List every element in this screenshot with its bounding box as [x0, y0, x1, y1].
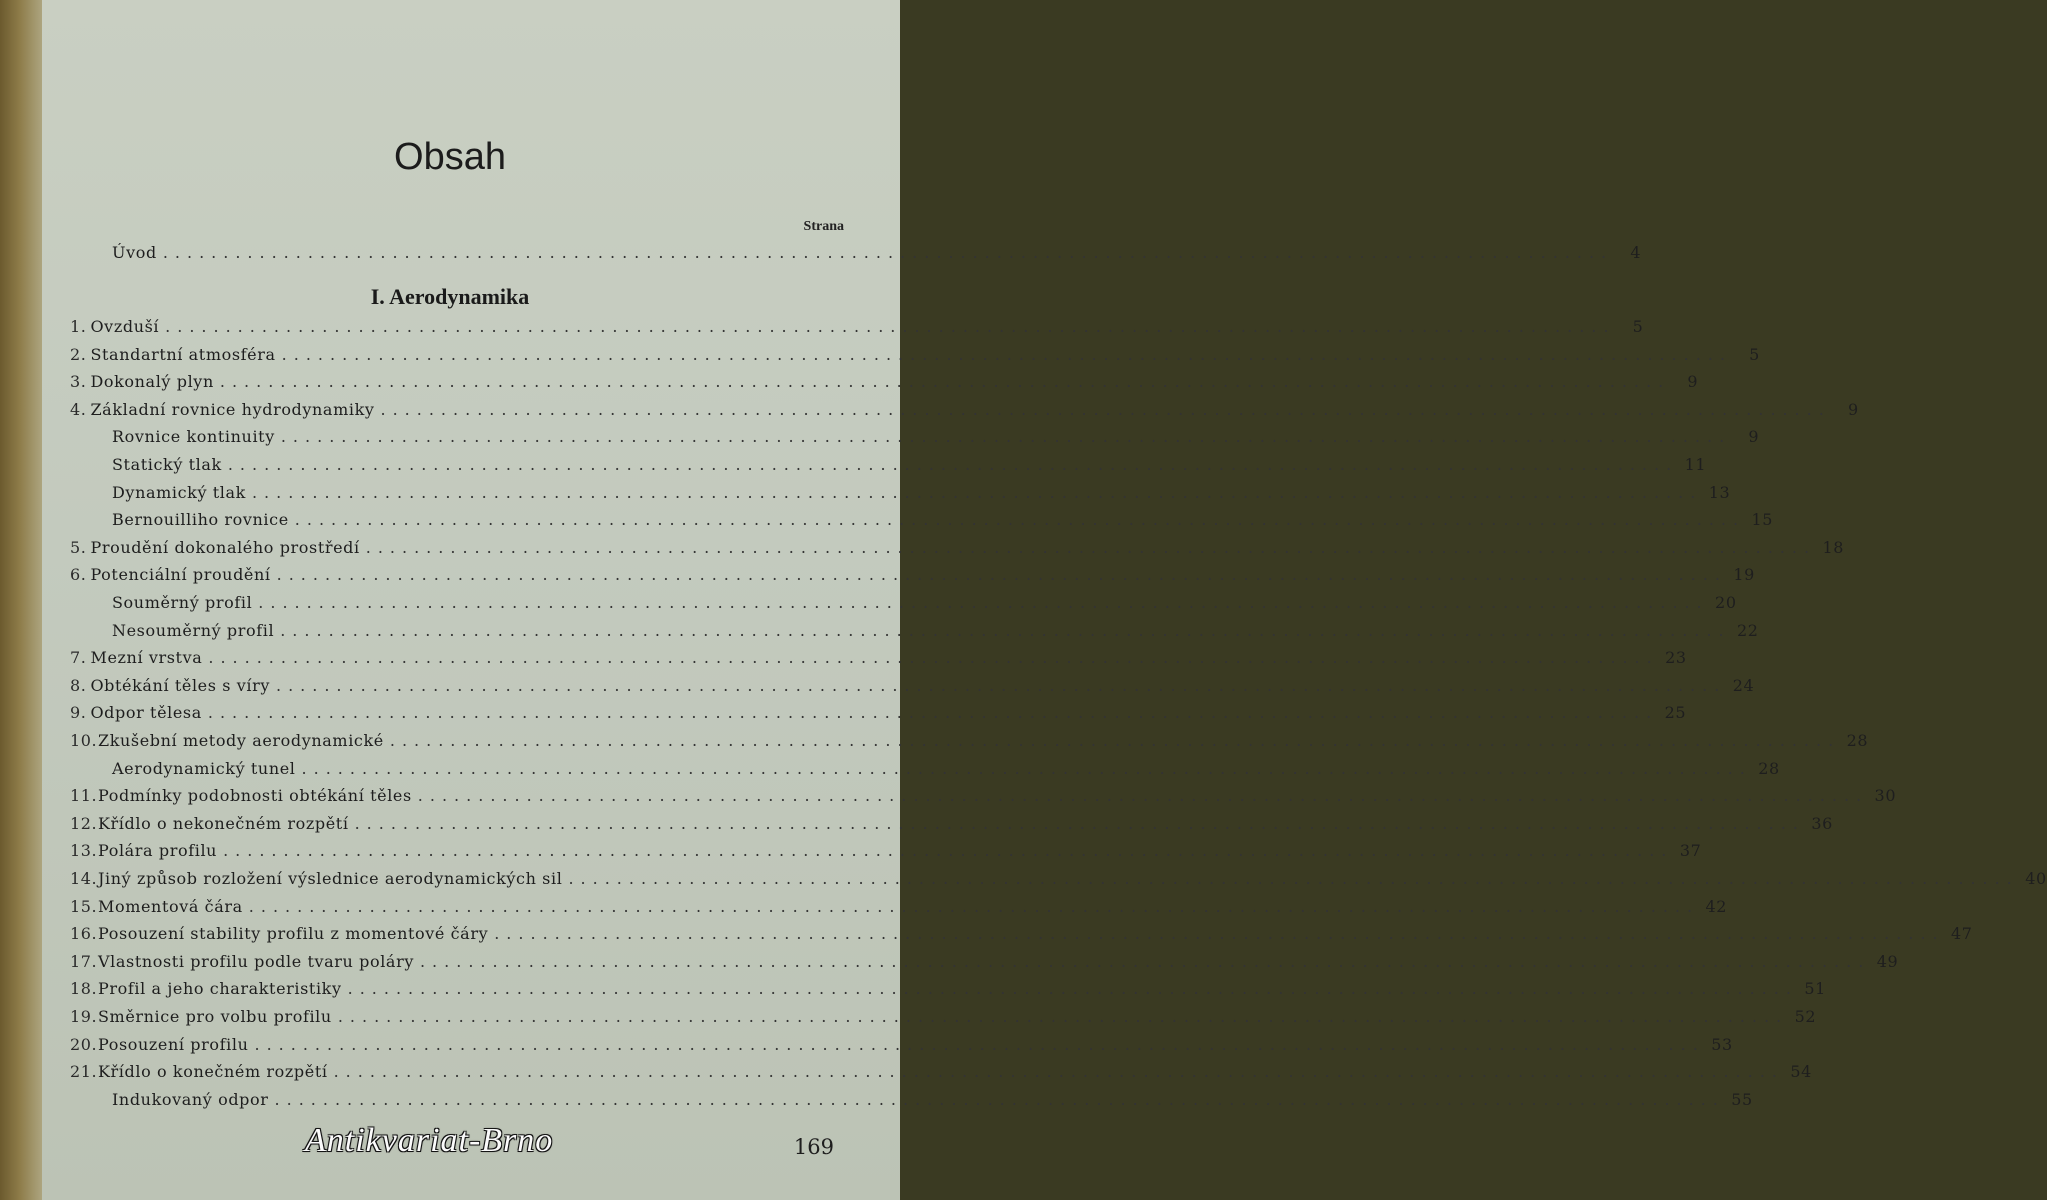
toc-page-number: 19 — [1733, 565, 1755, 584]
toc-leader-dots: ........................................................................................................................ — [208, 648, 1659, 667]
toc-row — [70, 676, 1755, 702]
toc-page-number: 28 — [1758, 759, 1780, 778]
toc-leader-dots: ........................................................................................................................ — [333, 1062, 1784, 1081]
toc-label: Profil a jeho charakteristiky — [98, 979, 342, 998]
toc-row-intro — [112, 243, 1642, 269]
toc-row — [70, 979, 1826, 1005]
toc-page-number: 42 — [1705, 897, 1728, 916]
toc-page-number: 4 — [1630, 243, 1642, 262]
toc-leader-dots: ........................................................................................................................ — [294, 510, 1746, 529]
toc-page-number: 5 — [1749, 345, 1760, 364]
toc-label: Zkušební metody aerodynamické — [98, 731, 384, 750]
toc-row — [70, 538, 1845, 564]
toc-entry-number: 13. — [70, 841, 98, 860]
toc-entry-number: 21. — [70, 1062, 98, 1081]
toc-row — [112, 621, 1759, 647]
toc-page-number: 40 — [2025, 869, 2047, 888]
watermark: Antikvariat-Brno — [305, 1122, 554, 1159]
toc-label: Posouzení profilu — [98, 1035, 249, 1054]
toc-label: Dynamický tlak — [112, 483, 246, 502]
toc-row — [70, 345, 1760, 371]
toc-leader-dots: ........................................................................................................................ — [417, 786, 1869, 805]
toc-page-number: 25 — [1664, 703, 1687, 722]
book-spine-edge — [0, 0, 48, 1200]
toc-row — [70, 924, 1973, 950]
toc-row — [112, 593, 1737, 619]
toc-page-number: 5 — [1632, 317, 1644, 336]
toc-entry-number: 20. — [70, 1035, 98, 1054]
toc-page-number: 9 — [1687, 372, 1699, 391]
toc-page-number: 51 — [1804, 979, 1826, 998]
toc-page-number: 18 — [1822, 538, 1845, 557]
toc-entry-number: 14. — [70, 869, 98, 888]
toc-leader-dots: ........................................................................................................................ — [419, 952, 1871, 971]
toc-page-number: 15 — [1751, 510, 1774, 529]
toc-leader-dots: ........................................................................................................................ — [389, 731, 1841, 750]
toc-entry-number: 6. — [70, 565, 87, 584]
toc-leader-dots: ........................................................................................................................ — [162, 243, 1614, 262]
toc-page-number: 49 — [1876, 952, 1899, 971]
toc-leader-dots: ........................................................................................................................ — [280, 427, 1732, 446]
toc-label: Standartní atmosféra — [90, 345, 276, 364]
toc-leader-dots: ........................................................................................................................ — [347, 979, 1798, 998]
toc-label: Souměrný profil — [112, 593, 253, 612]
toc-leader-dots: ........................................................................................................................ — [568, 869, 2019, 888]
toc-leader-dots: ........................................................................................................................ — [281, 345, 1732, 364]
toc-entry-number: 2. — [70, 345, 87, 364]
toc-label: Momentová čára — [98, 897, 243, 916]
toc-label: Podmínky podobnosti obtékání těles — [98, 786, 412, 805]
toc-row — [70, 897, 1728, 923]
toc-row — [112, 510, 1774, 536]
toc-row — [70, 786, 1897, 812]
toc-leader-dots: ........................................................................................................................ — [254, 1035, 1705, 1054]
toc-entry-number: 19. — [70, 1007, 98, 1026]
toc-entry-number: 17. — [70, 952, 98, 971]
toc-row — [70, 1035, 1733, 1061]
toc-page-number: 11 — [1684, 455, 1707, 474]
toc-row — [70, 565, 1755, 591]
toc-page-number: 28 — [1846, 731, 1869, 750]
toc-label: Nesouměrný profil — [112, 621, 275, 640]
toc-entry-number: 7. — [70, 648, 87, 667]
toc-page-number: 55 — [1731, 1090, 1753, 1109]
toc-page-number: 9 — [1748, 427, 1760, 446]
toc-row — [70, 814, 1833, 840]
toc-label: Jiný způsob rozložení výslednice aerodynamických sil — [98, 869, 563, 888]
toc-label: Rovnice kontinuity — [112, 427, 275, 446]
toc-entry-number: 18. — [70, 979, 98, 998]
toc-entry-number: 9. — [70, 703, 87, 722]
toc-leader-dots: ........................................................................................................................ — [354, 814, 1805, 833]
toc-page-number: 24 — [1732, 676, 1755, 695]
toc-entry-number: 11. — [70, 786, 98, 805]
toc-label: Obtékání těles s víry — [90, 676, 270, 695]
toc-page-number: 30 — [1874, 786, 1897, 805]
toc-page-number: 47 — [1950, 924, 1973, 943]
toc-leader-dots: ........................................................................................................................ — [494, 924, 1945, 943]
toc-leader-dots: ........................................................................................................................ — [207, 703, 1659, 722]
toc-label: Směrnice pro volbu profilu — [98, 1007, 332, 1026]
toc-leader-dots: ........................................................................................................................ — [274, 1090, 1725, 1109]
toc-page-number: 20 — [1715, 593, 1737, 612]
toc-row — [70, 648, 1687, 674]
toc-leader-dots: ........................................................................................................................ — [380, 400, 1831, 419]
toc-page-number: 53 — [1711, 1035, 1733, 1054]
section-heading: I. Aerodynamika — [370, 284, 530, 309]
toc-page-number: 23 — [1665, 648, 1687, 667]
toc-entry-number: 16. — [70, 924, 98, 943]
toc-label: Potenciální proudění — [90, 565, 271, 584]
toc-row — [112, 1090, 1753, 1116]
toc-label: Úvod — [112, 243, 157, 262]
toc-entry-number: 1. — [70, 317, 87, 336]
toc-label: Dokonalý plyn — [90, 372, 214, 391]
toc-entry-number: 10. — [70, 731, 98, 750]
toc-leader-dots: ........................................................................................................................ — [223, 841, 1674, 860]
toc-label: Bernouilliho rovnice — [112, 510, 289, 529]
toc-label: Polára profilu — [98, 841, 218, 860]
toc-leader-dots: ........................................................................................................................ — [258, 593, 1709, 612]
toc-label: Statický tlak — [112, 455, 222, 474]
toc-page-number: 13 — [1708, 483, 1731, 502]
toc-row — [70, 703, 1687, 729]
toc-row — [70, 731, 1869, 757]
toc-label: Mezní vrstva — [90, 648, 203, 667]
toc-leader-dots: ........................................................................................................................ — [248, 897, 1700, 916]
toc-leader-dots: ........................................................................................................................ — [301, 759, 1752, 778]
toc-row — [70, 372, 1699, 398]
toc-label: Základní rovnice hydrodynamiky — [90, 400, 375, 419]
toc-label: Křídlo o konečném rozpětí — [98, 1062, 328, 1081]
toc-entry-number: 15. — [70, 897, 98, 916]
toc-row — [70, 400, 1859, 426]
toc-page-number: 37 — [1679, 841, 1702, 860]
toc-row — [70, 1007, 1817, 1033]
toc-leader-dots: ........................................................................................................................ — [276, 676, 1727, 695]
toc-page-number: 22 — [1736, 621, 1759, 640]
toc-entry-number: 3. — [70, 372, 87, 391]
toc-page-number: 36 — [1811, 814, 1833, 833]
toc-label: Indukovaný odpor — [112, 1090, 269, 1109]
toc-entry-number: 8. — [70, 676, 87, 695]
toc-row — [112, 483, 1731, 509]
toc-row — [70, 952, 1899, 978]
toc-leader-dots: ........................................................................................................................ — [227, 455, 1679, 474]
toc-row — [112, 427, 1760, 453]
toc-leader-dots: ........................................................................................................................ — [219, 372, 1671, 391]
toc-entry-number: 5. — [70, 538, 87, 557]
toc-row — [70, 1062, 1812, 1088]
toc-page-number: 52 — [1794, 1007, 1817, 1026]
toc-label: Proudění dokonalého prostředí — [90, 538, 360, 557]
page-column-label: Strana — [803, 219, 844, 234]
toc-entry-number: 4. — [70, 400, 87, 419]
toc-label: Vlastnosti profilu podle tvaru poláry — [98, 952, 414, 971]
toc-leader-dots: ........................................................................................................................ — [365, 538, 1817, 557]
toc-label: Posouzení stability profilu z momentové čáry — [98, 924, 489, 943]
toc-label: Křídlo o nekonečném rozpětí — [98, 814, 349, 833]
toc-leader-dots: ........................................................................................................................ — [251, 483, 1703, 502]
toc-row — [70, 317, 1644, 343]
toc-row — [112, 759, 1780, 785]
toc-row — [70, 869, 2047, 895]
page-folio: 169 — [793, 1135, 834, 1159]
page-title: Obsah — [394, 136, 506, 178]
toc-row — [70, 841, 1702, 867]
toc-label: Aerodynamický tunel — [112, 759, 296, 778]
toc-page-number: 54 — [1790, 1062, 1812, 1081]
toc-label: Ovzduší — [90, 317, 160, 336]
toc-leader-dots: ........................................................................................................................ — [337, 1007, 1789, 1026]
toc-row — [112, 455, 1707, 481]
toc-label: Odpor tělesa — [90, 703, 202, 722]
toc-page-number: 9 — [1848, 400, 1859, 419]
toc-entry-number: 12. — [70, 814, 98, 833]
toc-leader-dots: ........................................................................................................................ — [280, 621, 1731, 640]
toc-leader-dots: ........................................................................................................................ — [165, 317, 1616, 336]
toc-leader-dots: ........................................................................................................................ — [276, 565, 1727, 584]
